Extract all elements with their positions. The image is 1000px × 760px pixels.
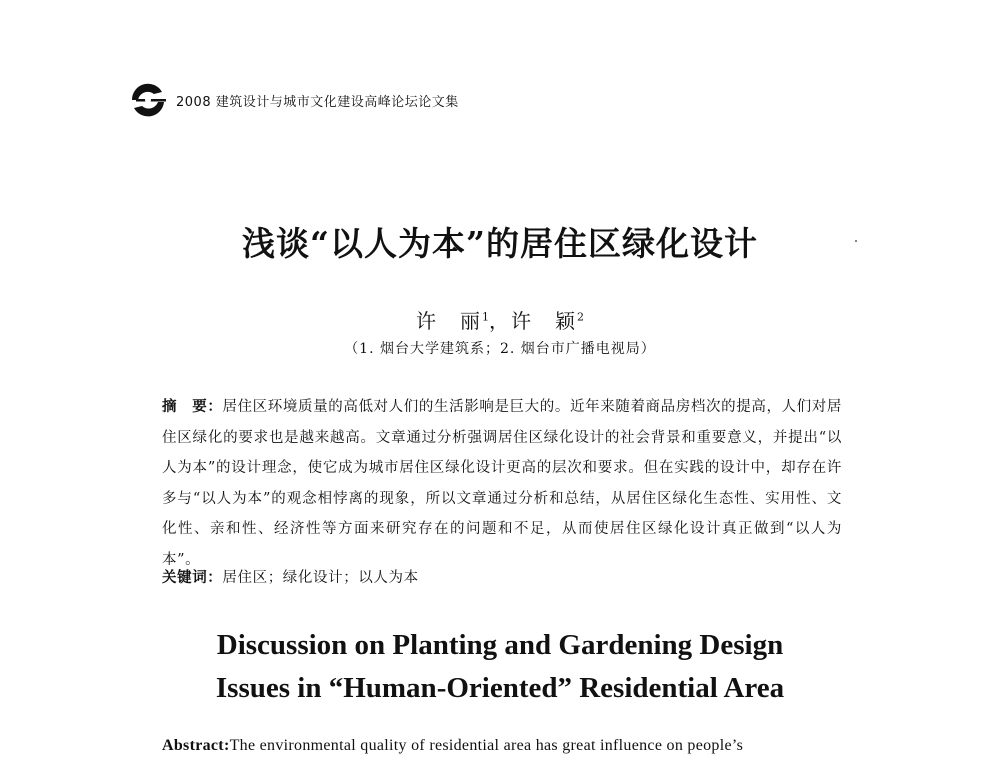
keywords-cn: [162, 566, 419, 587]
conference-swirl-logo-icon: [128, 80, 168, 120]
author-list: [0, 305, 1000, 334]
keywords-label: 关键词：: [162, 569, 223, 586]
abstract-en-text: The environmental quality of residential area has great influence on people’s: [229, 737, 744, 754]
author-affiliation-mark: 2: [577, 310, 584, 324]
author-name: 许 颖: [511, 309, 577, 333]
paper-title-cn: 浅谈“以人为本”的居住区绿化设计: [242, 224, 758, 263]
title-en-line: Issues in “Human-Oriented” Residential Area: [215, 672, 785, 704]
paper-title-en: [0, 624, 1000, 710]
author-separator: ，: [489, 309, 511, 333]
proceedings-title: 2008 建筑设计与城市文化建设高峰论坛论文集: [176, 94, 459, 110]
keywords-text: 居住区；绿化设计；以人为本: [222, 570, 419, 586]
abstract-cn-text: 居住区环境质量的高低对人们的生活影响是巨大的。近年来随着商品房档次的提高，人们对居住区绿化的要求也是越来越高。文章通过分析强调居住区绿化设计的社会背景和重要意义，并提出“以人为本”的设计理念，使它成为城市居住区绿化设计更高的层次和要求。但在实践的设计中，却存在许多与“以人为本”的观念相悖离的现象，所以文章通过分析和总结，从居住区绿化生态性、实用性、文化性、亲和性、经济性等方面来研究存在的问题和不足，从而使居住区绿化设计真正做到“以人为本”。: [162, 399, 842, 568]
author-affiliation-mark: 1: [482, 310, 489, 324]
abstract-cn: [162, 392, 842, 575]
abstract-en-label: Abstract:: [162, 737, 230, 754]
affiliation: （1. 烟台大学建筑系；2. 烟台市广播电视局）: [344, 341, 656, 357]
title-en-line: Discussion on Planting and Gardening Design: [216, 629, 784, 661]
abstract-en: [162, 737, 852, 755]
page-header: [128, 80, 459, 120]
abstract-cn-label: 摘 要：: [162, 398, 223, 415]
author-name: 许 丽: [416, 309, 482, 333]
